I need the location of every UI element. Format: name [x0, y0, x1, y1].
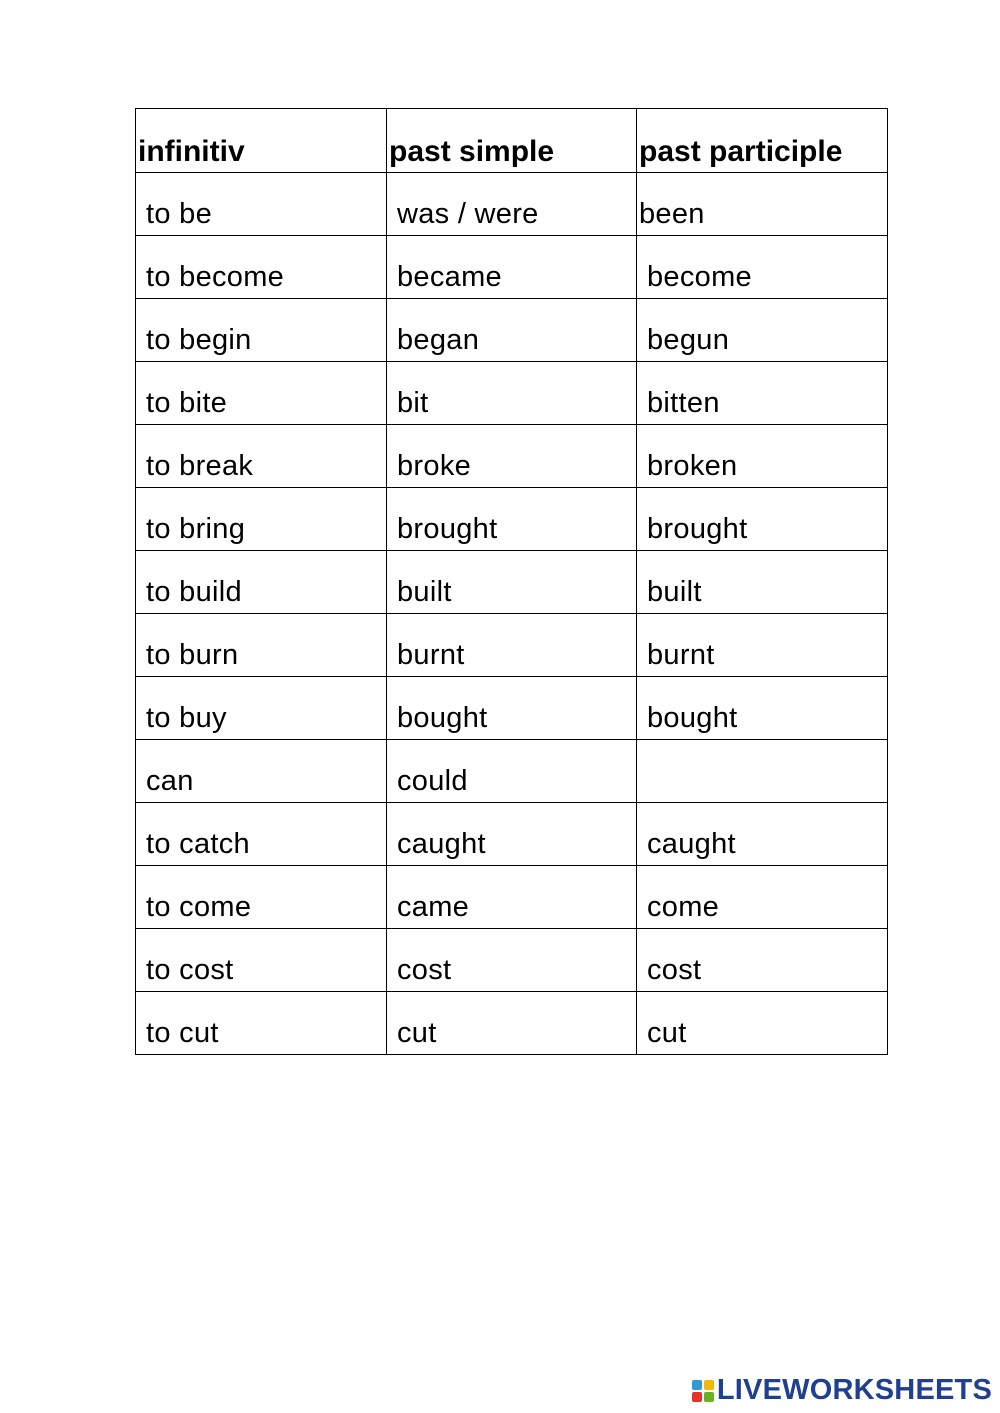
infinitiv-cell: to build — [136, 551, 387, 614]
past-simple-cell: brought — [387, 488, 637, 551]
past-participle-cell: been — [637, 173, 888, 236]
brand-wordmark: LIVEWORKSHEETS — [716, 1374, 992, 1406]
table-row — [136, 614, 888, 677]
header-past-simple: past simple — [387, 109, 637, 173]
infinitiv-cell: can — [136, 740, 387, 803]
infinitiv-cell: to buy — [136, 677, 387, 740]
logo-tile-1 — [692, 1380, 702, 1390]
past-participle-cell: brought — [637, 488, 888, 551]
past-simple-cell: burnt — [387, 614, 637, 677]
table-row — [136, 929, 888, 992]
past-simple-cell: bought — [387, 677, 637, 740]
past-participle-cell: burnt — [637, 614, 888, 677]
past-participle-cell: caught — [637, 803, 888, 866]
table-row — [136, 488, 888, 551]
table-row — [136, 362, 888, 425]
past-simple-cell: caught — [387, 803, 637, 866]
past-participle-cell: built — [637, 551, 888, 614]
liveworksheets-brand — [692, 1374, 992, 1407]
past-participle-cell: cut — [637, 992, 888, 1055]
infinitiv-cell: to catch — [136, 803, 387, 866]
infinitiv-cell: to cost — [136, 929, 387, 992]
past-simple-cell: cut — [387, 992, 637, 1055]
past-simple-cell: cost — [387, 929, 637, 992]
header-past-participle: past participle — [637, 109, 888, 173]
table-row — [136, 236, 888, 299]
infinitiv-cell: to cut — [136, 992, 387, 1055]
infinitiv-cell: to bite — [136, 362, 387, 425]
past-simple-cell: broke — [387, 425, 637, 488]
table-row — [136, 677, 888, 740]
past-participle-cell: bitten — [637, 362, 888, 425]
past-simple-cell: began — [387, 299, 637, 362]
logo-tile-3 — [692, 1392, 702, 1402]
table-row — [136, 173, 888, 236]
past-participle-cell: broken — [637, 425, 888, 488]
infinitiv-cell: to become — [136, 236, 387, 299]
past-participle-cell: become — [637, 236, 888, 299]
logo-tile-2 — [704, 1380, 714, 1390]
table-header-row — [136, 109, 888, 173]
table-row — [136, 551, 888, 614]
irregular-verbs-table — [135, 108, 888, 1055]
past-simple-cell: built — [387, 551, 637, 614]
past-participle-cell: begun — [637, 299, 888, 362]
liveworksheets-logo-icon — [692, 1380, 714, 1402]
infinitiv-cell: to burn — [136, 614, 387, 677]
past-simple-cell: could — [387, 740, 637, 803]
past-simple-cell: became — [387, 236, 637, 299]
header-infinitiv: infinitiv — [136, 109, 387, 173]
past-participle-cell — [637, 740, 888, 803]
table-row — [136, 425, 888, 488]
past-participle-cell: come — [637, 866, 888, 929]
table-row — [136, 299, 888, 362]
table-row — [136, 803, 888, 866]
past-participle-cell: cost — [637, 929, 888, 992]
logo-tile-4 — [704, 1392, 714, 1402]
table-row — [136, 740, 888, 803]
infinitiv-cell: to begin — [136, 299, 387, 362]
infinitiv-cell: to break — [136, 425, 387, 488]
table-row — [136, 992, 888, 1055]
past-simple-cell: bit — [387, 362, 637, 425]
infinitiv-cell: to bring — [136, 488, 387, 551]
table-row — [136, 866, 888, 929]
past-participle-cell: bought — [637, 677, 888, 740]
past-simple-cell: was / were — [387, 173, 637, 236]
past-simple-cell: came — [387, 866, 637, 929]
infinitiv-cell: to be — [136, 173, 387, 236]
infinitiv-cell: to come — [136, 866, 387, 929]
